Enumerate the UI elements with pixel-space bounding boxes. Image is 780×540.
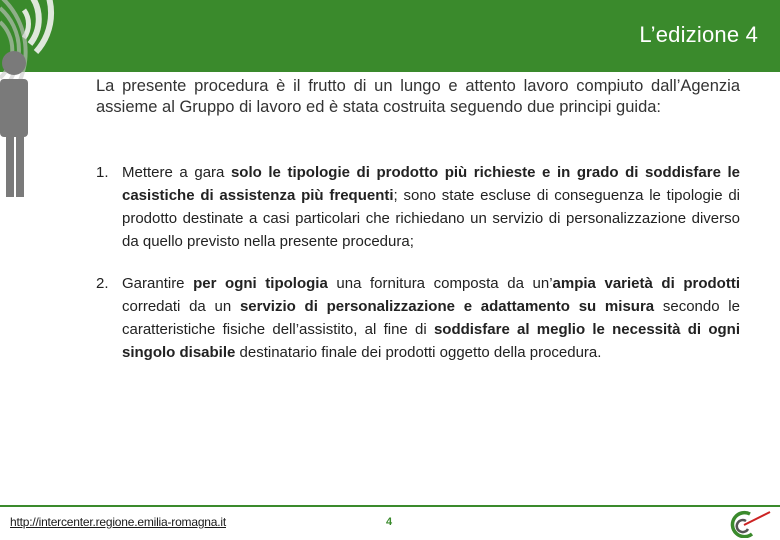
text-segment: una fornitura composta da un’: [327, 275, 553, 292]
list-item: [96, 272, 740, 364]
text-segment: destinatario finale dei prodotti oggetto della procedura.: [235, 344, 602, 361]
text-segment: corredati da un: [122, 298, 240, 315]
list-number: 2.: [96, 275, 109, 292]
footer-divider: [0, 505, 780, 507]
bold-segment: servizio di personalizzazione e adattamento su misura: [239, 298, 655, 315]
text-segment: Garantire: [122, 275, 194, 292]
bold-segment: per ogni tipologia: [193, 275, 328, 292]
text-segment: ; sono state escluse di conseguenza le tipologie di prodotto destinate a casi particolari che richiedano un servizio di personalizzazione diverso da quello previsto nella presente procedura;: [122, 187, 740, 250]
text-segment: Mettere a gara: [122, 164, 231, 181]
page-number: 4: [386, 516, 393, 528]
list-item: [96, 161, 740, 253]
text-segment: secondo le caratteristiche fisiche dell’assistito, al fine di: [122, 298, 740, 338]
intercenter-logo-icon: [722, 508, 774, 538]
list-number: 1.: [96, 164, 109, 181]
bold-segment: ampia varietà di prodotti: [552, 275, 740, 292]
list-item-text: [122, 272, 740, 364]
slide-title: L’edizione 4: [639, 22, 758, 47]
bold-segment: solo le tipologie di prodotto più richieste e in grado di soddisfare le casistiche di assistenza più frequenti: [122, 164, 741, 204]
footer-url-link[interactable]: http://intercenter.regione.emilia-romagna.it: [10, 515, 226, 529]
intro-paragraph: La presente procedura è il frutto di un lungo e attento lavoro compiuto dall’Agenzia assieme al Gruppo di lavoro ed è stata costruita seguendo due principi guida:: [96, 77, 740, 116]
bold-segment: soddisfare al meglio le necessità di ogni singolo disabile: [122, 321, 740, 361]
person-signal-icon: [0, 0, 90, 210]
list-item-text: [122, 161, 740, 253]
